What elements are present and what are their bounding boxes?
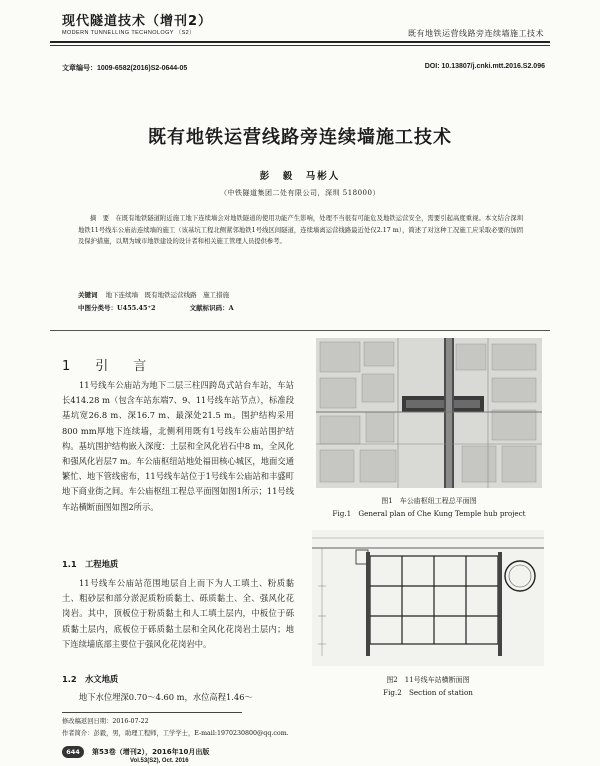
- header-rule: [50, 41, 550, 43]
- figure-1-plan: [316, 338, 542, 488]
- left-wall: [366, 552, 370, 656]
- abstract-rule: [50, 330, 550, 331]
- figure-1-caption-cn: 图1 车公庙枢纽工程总平面图: [381, 497, 477, 505]
- page-number: 644: [62, 746, 84, 758]
- page-footer: [62, 746, 209, 758]
- issue-info: 第53卷（增刊2），2016年10月出版: [92, 748, 210, 756]
- intro-paragraph: 11号线车公庙站为地下二层三柱四跨岛式站台车站，车站长414.28 m（包含车站东端7、9、11号线车站节点），标准段基坑宽26.8 m、深16.7 m、最深处21.5 m。围护结构采用800 mm厚地下连续墙，北侧利用既有1号线车公庙站围护结构。基坑围护结构嵌入深度：土层和全风化岩石中8 m，全风化和强风化岩层7 m。车公庙枢纽站地处福田核心城区，地面交通繁忙、地下管线密布，11号线车站位于1号线车公庙站和丰盛町地下商业街之间。车公庙枢纽工程总平面图如图1所示；11号线车站横断面图如图2所示。: [62, 380, 294, 512]
- affiliation: （中铁隧道集团二处有限公司，深圳 518000）: [220, 189, 380, 197]
- keywords: 地下连续墙 既有地铁运营线路 施工措施: [105, 291, 230, 299]
- keywords-label: 关键词: [78, 291, 98, 299]
- subsection-1-1: 1.1 工程地质: [62, 559, 119, 569]
- figure-2-caption-en: Fig.2 Section of station: [383, 688, 473, 697]
- running-title: 既有地铁运营线路旁连续墙施工技术: [408, 29, 544, 38]
- clc-number: 中图分类号：U455.45⁺2: [78, 304, 156, 312]
- authors: 彭 毅 马彬人: [259, 171, 341, 182]
- classification-line: [78, 303, 234, 312]
- received-date: 修改稿返回日期：2016-07-22: [62, 718, 149, 725]
- figure-2-section: [312, 530, 544, 666]
- doi: DOI: 10.13807/j.cnki.mtt.2016.S2.096: [424, 63, 545, 70]
- geology-paragraph: 11号线车公庙站范围地层自上而下为人工填土、粉质黏土、粗砂层和部分淤泥质粉质黏土、砾质黏土、全、强风化花岗岩。其中，顶板位于粉质黏土和人工填土层内，中板位于砾质黏土层内，底板位于砾质黏土层和全风化花岗岩土层内；地下连续墙底部主要位于强风化花岗岩中。: [62, 578, 294, 649]
- figure-2-caption-cn: 图2 11号线车站横断面图: [386, 676, 470, 684]
- keywords-line: [78, 290, 229, 299]
- section-1-title: 1 引 言: [62, 359, 153, 374]
- right-wall: [498, 552, 502, 656]
- subsection-1-2: 1.2 水文地质: [62, 674, 119, 684]
- article-number: 文章编号：1009-6582(2016)S2-0644-05: [62, 65, 188, 72]
- journal-subtitle: MODERN TUNNELLING TECHNOLOGY （S2）: [62, 30, 196, 36]
- journal-title: 现代隧道技术（增刊2）: [62, 14, 213, 29]
- footnote-rule: [62, 712, 242, 713]
- document-code: 文献标识码：A: [189, 304, 234, 312]
- figure-1-caption-en: Fig.1 General plan of Che Kung Temple hub project: [332, 509, 526, 518]
- article-title: 既有地铁运营线路旁连续墙施工技术: [148, 127, 452, 148]
- volume-info: Vol.53(S2), Oct. 2016: [130, 758, 189, 764]
- author-info: 作者简介：彭毅，男，助理工程师，工学学士，E-mail:1970230800@qq.com.: [62, 730, 289, 737]
- header-rule-thin: [50, 45, 550, 46]
- hydrology-paragraph: 地下水位埋深0.70～4.60 m，水位高程1.46～: [79, 692, 253, 702]
- abstract: 摘 要 在既有地铁隧道附近施工地下连续墙会对地铁隧道的使用功能产生影响，处理不当很有可能危及地铁运营安全，需要引起高度重视。本文结合深圳地铁11号线车公庙站连续墙的施工（该基坑工程北侧紧邻地铁1号线区间隧道，连续墙离运营线路最近处仅2.17 m），简述了对这种工况施工应采取必要的加固及保护措施，以期为城市地铁建设的设计者和相关施工管理人员提供参考。: [78, 215, 523, 246]
